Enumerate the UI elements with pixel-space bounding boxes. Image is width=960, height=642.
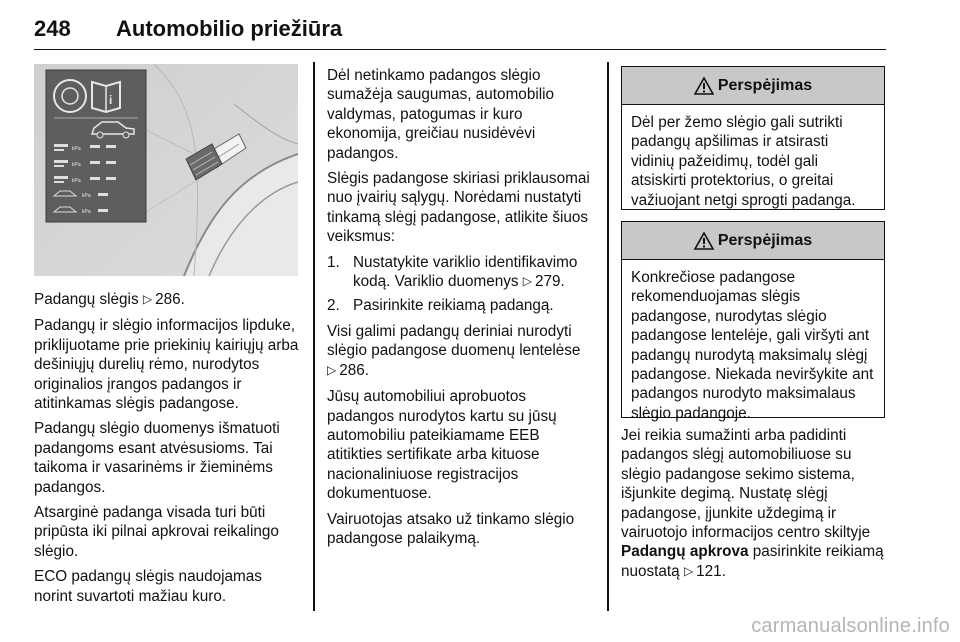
paragraph-tyre-pressure-ref: Padangų slėgis ▷ 286.	[34, 290, 304, 310]
label-row-2-unit: kPa	[72, 162, 81, 168]
paragraph-incorrect-pressure: Dėl netinkamo padangos slėgio sumažėja saugumas, automobilio valdymas, patogumas ir kuro ekonomija, greičiau nusidėvėvi padangos.	[327, 67, 555, 162]
warning-triangle-icon	[694, 232, 714, 250]
door-frame-drawing	[34, 64, 298, 276]
paragraph-driver-responsible: Vairuotojas atsako už tinkamo slėgio padangose palaikymą.	[327, 510, 575, 547]
paragraph-eco-pressure: ECO padangų slėgis naudojamas norint suvartoti mažiau kuro.	[34, 568, 262, 605]
page-reference-link[interactable]: ▷ 121.	[684, 563, 726, 580]
paragraph-spare-tyre: Atsarginė padanga visada turi būti pripūsta iki pilnai apkrovai reikalingo slėgio.	[34, 504, 279, 560]
column-divider-2	[607, 62, 609, 611]
step-item: 2. Pasirinkite reikiamą padangą.	[327, 297, 554, 315]
warning-body: Konkrečiose padangose rekomenduojamas slėgis padangose, nurodytas slėgio padangose lentelėje, gali viršyti ant padangų nurodytą maksimalų slėgį padangose. Niekada neviršykite ant padangos nurodyto maksimalaus slėgio padangoje.	[631, 269, 874, 422]
page-reference-link[interactable]: ▷ 286.	[143, 291, 185, 308]
label-row-1-unit: kPa	[72, 146, 81, 152]
warning-box-1	[621, 66, 885, 210]
paragraph-pressure-varies: Slėgis padangose skiriasi priklausomai nuo įvairių sąlygų. Norėdami nustatyti tinkamą slėgį padangose, atlikite šiuos veiksmus:	[327, 170, 590, 246]
page-reference-link[interactable]: ▷ 286.	[327, 362, 369, 379]
svg-text:i: i	[109, 93, 113, 107]
column-3	[621, 426, 893, 588]
column-1	[34, 290, 304, 612]
warning-triangle-icon	[694, 77, 714, 95]
tyre-pressure-label-illustration	[34, 64, 298, 276]
watermark: carmanualsonline.info	[751, 615, 950, 637]
warning-box-2	[621, 221, 885, 422]
warning-body: Dėl per žemo slėgio gali sutrikti padangų apšilimas ir atsirasti vidinių pažeidimų, todėl gali atsiskirti protektorius, o greitai važiuojant netgi sprogti padanga.	[631, 114, 856, 209]
column-2	[327, 66, 595, 554]
label-row-4-unit: kPa	[82, 193, 91, 199]
menu-item-tyre-load: Padangų apkrova	[621, 543, 749, 561]
page-title: Automobilio priežiūra	[116, 16, 343, 41]
warning-heading: Perspėjimas	[622, 222, 884, 260]
page-reference-link[interactable]: ▷ 279.	[523, 273, 565, 290]
page-header	[34, 10, 886, 50]
paragraph-approved-tyres: Jūsų automobiliui aprobuotos padangos nurodytos kartu su jūsų automobiliu pateikiamame EEB atitikties sertifikate arba kituose nacionaliniuose registracijos dokumentuose.	[327, 388, 557, 503]
column-divider-1	[313, 62, 315, 611]
step-item: 1. Nustatykite variklio identifikavimo kodą. Variklio duomenys ▷ 279.	[327, 253, 595, 293]
paragraph-label-info: Padangų ir slėgio informacijos lipduke, priklijuotame prie priekinių kairiųjų arba dešiniųjų durelių rėmo, nurodytos originalios įrangos padangos ir atitinkamas slėgis padangose.	[34, 317, 299, 413]
warning-heading: Perspėjimas	[622, 67, 884, 105]
paragraph-cold-tyres: Padangų slėgio duomenys išmatuoti padangoms esant atvėsusioms. Tai taikoma ir vasarinėms ir žieminėms padangos.	[34, 420, 280, 496]
page-number: 248	[34, 16, 71, 41]
steps-list	[327, 253, 595, 316]
paragraph-all-combinations: Visi galimi padangų deriniai nurodyti slėgio padangose duomenų lentelėse ▷ 286.	[327, 322, 595, 381]
label-row-5-unit: kPa	[82, 209, 91, 215]
label-row-3-unit: kPa	[72, 178, 81, 184]
paragraph-tpms-adjust: Jei reikia sumažinti arba padidinti padangos slėgį automobiliuose su slėgio padangose sekimo sistema, išjunkite degimą. Nustatę slėgį padangose, įjunkite uždegimą ir vairuotojo informacijos centro skiltyje Padangų apkrova pasirinkite reikiamą nuostatą ▷ 121.	[621, 426, 893, 582]
